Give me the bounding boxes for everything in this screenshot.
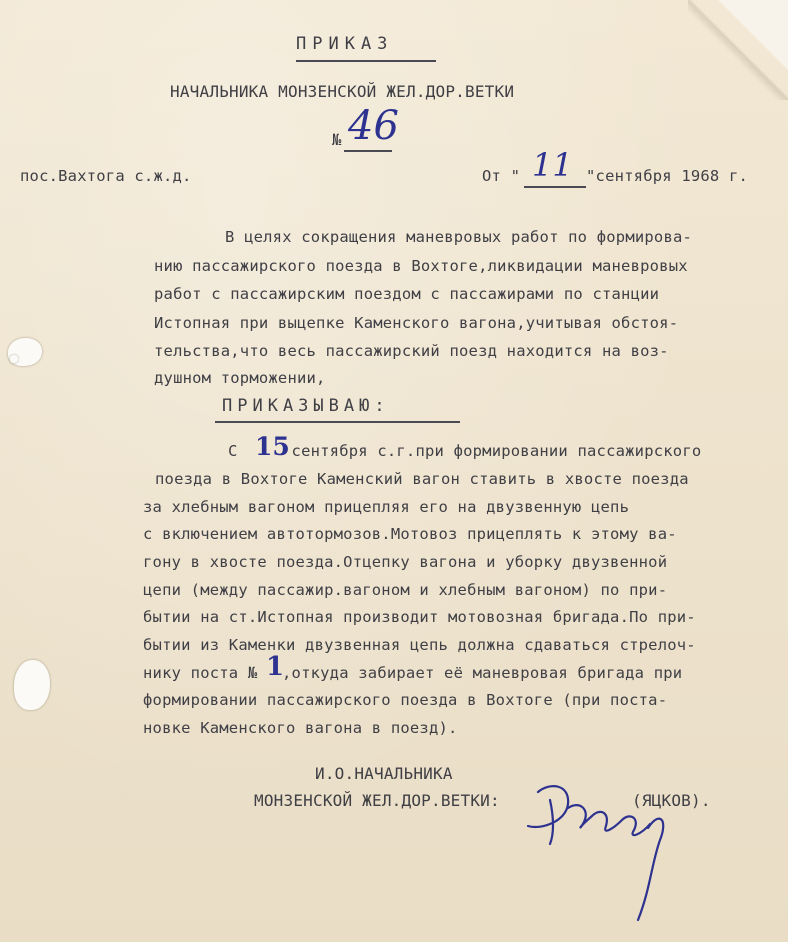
order-line-8: бытии из Каменки двузвенная цепь должна сдаваться стрелоч-	[143, 636, 696, 654]
preamble-line-5: тельства,что весь пассажирский поезд находится на воз-	[154, 342, 669, 360]
date-underline	[524, 186, 586, 188]
order-line-9-end: ,откуда забирает её маневровая бригада при	[282, 664, 683, 682]
order-line-6: цепи (между пассажир.вагоном и хлебным вагоном) по при-	[143, 581, 668, 599]
handwritten-start-day: 15	[255, 432, 290, 461]
handwritten-signature	[510, 770, 680, 940]
preamble-line-2: нию пассажирского поезда в Вохтоге,ликвидации маневровых	[154, 257, 688, 275]
date-suffix: "сентября 1968 г.	[586, 167, 749, 185]
punch-hole-bottom	[14, 660, 50, 710]
handwritten-number: 46	[348, 103, 399, 149]
handwritten-post-number: 1	[266, 652, 285, 682]
preamble-line-3: работ с пассажирским поездом с пассажирами по станции	[154, 285, 660, 303]
order-start-prefix: С	[228, 442, 248, 460]
document-title: ПРИКАЗ	[296, 34, 394, 54]
preamble-line-1: В целях сокращения маневровых работ по формирова-	[225, 228, 693, 246]
order-word-underline	[215, 421, 460, 423]
folded-corner	[718, 0, 788, 70]
number-underline	[344, 150, 392, 152]
handwritten-day: 11	[532, 146, 573, 184]
order-line-2: поезда в Вохтоге Каменский вагон ставить в хвосте поезда	[155, 470, 689, 488]
preamble-line-6: душном торможении,	[154, 369, 326, 387]
order-line-3: за хлебным вагоном прицепляя его на двузвенную цепь	[143, 498, 630, 516]
order-line-5: гону в хвосте поезда.Отцепку вагона и уборку двузвенной	[143, 553, 668, 571]
number-prefix: №	[332, 131, 342, 149]
order-line-7: бытии на ст.Истопная производит мотовозная бригада.По при-	[143, 608, 696, 626]
order-line-9-start: нику поста №	[143, 664, 258, 682]
place-line: пос.Вахтога с.ж.д.	[20, 167, 192, 185]
punch-hole-mark	[10, 355, 18, 363]
sign-name: (ЯЦКОВ).	[632, 791, 711, 810]
order-line-4: с включением автотормозов.Мотовоз прицеплять к этому ва-	[143, 525, 677, 543]
title-underline	[296, 60, 436, 62]
order-word: ПРИКАЗЫВАЮ:	[222, 396, 390, 416]
order-line-11: новке Каменского вагона в поезд).	[143, 719, 458, 737]
date-prefix: От "	[482, 167, 521, 185]
sign-title: И.О.НАЧАЛЬНИКА	[315, 764, 453, 783]
order-line-1: сентября с.г.при формировании пассажирского	[282, 442, 702, 460]
order-line-10: формировании пассажирского поезда в Вохтоге (при поста-	[143, 691, 668, 709]
issuer-line: НАЧАЛЬНИКА МОНЗЕНСКОЙ ЖЕЛ.ДОР.ВЕТКИ	[170, 82, 515, 101]
sign-org: МОНЗЕНСКОЙ ЖЕЛ.ДОР.ВЕТКИ:	[254, 791, 500, 810]
preamble-line-4: Истопная при выцепке Каменского вагона,учитывая обстоя-	[154, 314, 679, 332]
